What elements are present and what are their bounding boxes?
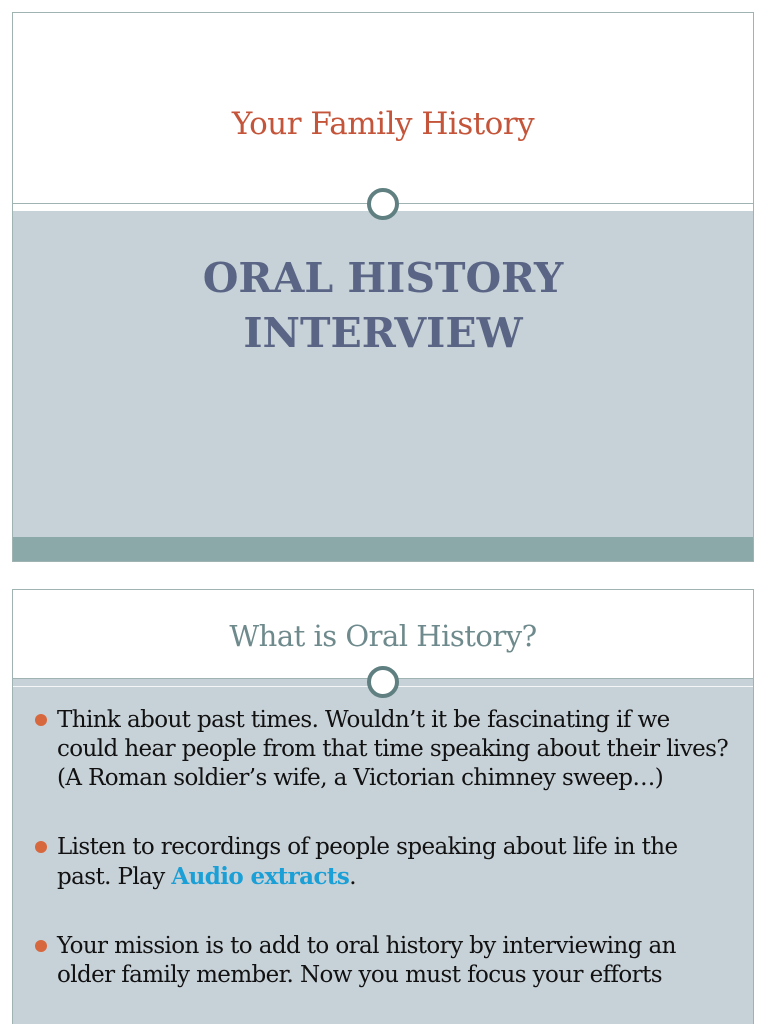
title-slide-header	[13, 13, 753, 203]
list-item	[13, 706, 753, 793]
list-item	[13, 932, 753, 990]
bullet-text: Listen to recordings of people speaking about life in the past. Play	[57, 834, 678, 890]
bullet-dot-icon	[35, 714, 47, 726]
slide-title: What is Oral History?	[229, 619, 537, 653]
bullet-text: Your mission is to add to oral history by interviewing an older family member. Now you must focus your efforts	[57, 933, 676, 988]
slide-subtitle: Your Family History	[231, 106, 535, 142]
bullet-text: Think about past times. Wouldn’t it be fascinating if we could hear people from that time speaking about their lives? (A Roman soldier’s wife, a Victorian chimney sweep…)	[57, 707, 729, 791]
title-line-2: INTERVIEW	[243, 309, 523, 357]
content-slide-header	[13, 590, 753, 678]
bullet-dot-icon	[35, 841, 47, 853]
title-line-1: ORAL HISTORY	[202, 254, 564, 302]
circle-ornament-icon	[367, 666, 399, 698]
bullet-list	[13, 706, 753, 1024]
footer-bar	[13, 537, 753, 562]
content-slide	[12, 589, 754, 1024]
title-slide	[12, 12, 754, 562]
list-item	[13, 833, 753, 892]
audio-extracts-link[interactable]: Audio extracts	[171, 863, 350, 890]
slide-main-title	[13, 251, 753, 361]
circle-ornament-icon	[367, 188, 399, 220]
bullet-text-end: .	[349, 864, 356, 890]
bullet-dot-icon	[35, 940, 47, 952]
